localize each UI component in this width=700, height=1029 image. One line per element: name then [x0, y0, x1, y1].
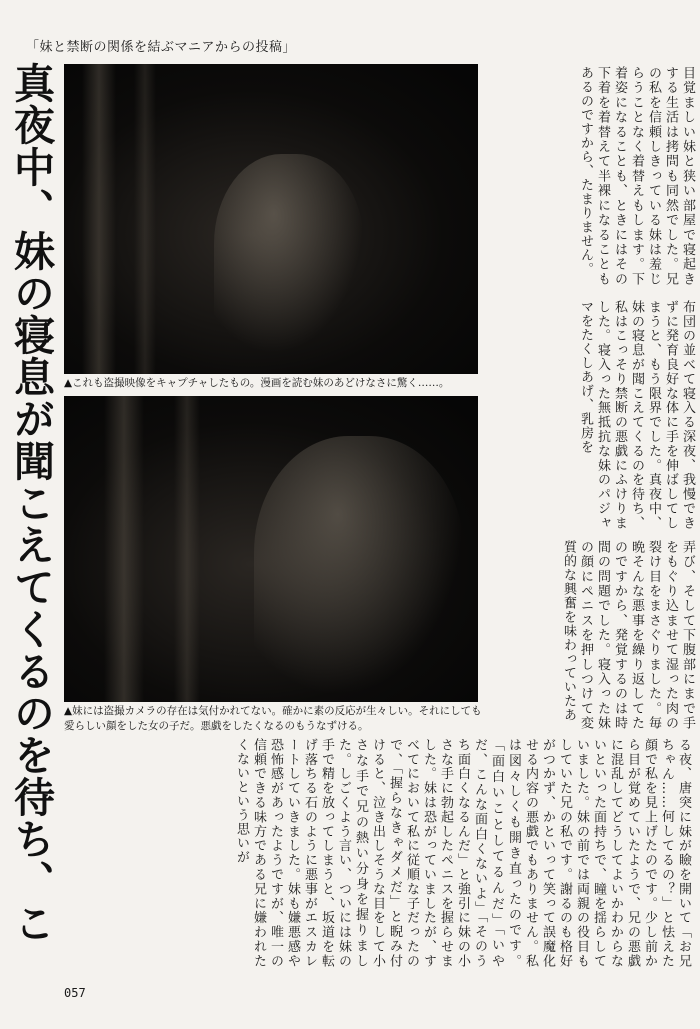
- photo-1: [64, 64, 478, 374]
- photo-2: [64, 396, 478, 702]
- curtain-highlight: [104, 396, 144, 702]
- body-column-4: る夜、唐突に妹が瞼を開いて「お兄ちゃん……何してるの？」と怯えた顔で私を見上げたのです。少し前から目が覚めていたようで、兄の悪戯に混乱してどうしてよいかわからないといった面持ちで、瞳を揺らしていました。妹の前では両親の役目もしていた兄の私です。謝るのも格好がつかず、かといって笑って誤魔化せる内容の悪戯でもありません。私は図々しくも開き直ったのです。「面白いことしてるんだ」「いやだ、こんな面白くないよ」「そのうち面白くなるんだ」と強引に妹の小さな手に勃起したペニスを握らせました。妹は恐がっていましたが、すべてにおいて私に従順な子だったので、「握らなきゃダメだ」と睨み付けると、泣き出しそうな目をして小さな手で兄の熱い分身を握りました。しごくよう言い、ついには妹の手で精を放ってしまうと、坂道を転げ落ちる石のように悪事がエスカレートしていきました。妹も嫌悪感や恐怖感があったようですが、唯一の信頼できる味方である兄に嫌われたくないという思いが: [234, 738, 691, 968]
- curtain-highlight: [134, 64, 156, 374]
- figure-silhouette: [254, 436, 464, 696]
- headline: 真夜中、妹の寝息が聞こえてくるのを待ち、こ: [7, 62, 55, 944]
- figure-silhouette: [214, 154, 364, 354]
- caption-photo-2: ▲妹には盗撮カメラの存在は気付かれてない。確かに素の反応が生々しい。それにしても愛らしい顔をした女の子だ。悪戯をしたくなるのもうなずける。: [64, 705, 482, 732]
- body-column-2: 布団の並べて寝入る深夜、我慢できずに発育良好な体に手を伸ばしてしまうと、もう限界でした。真夜中、妹の寝息が聞こえてくるのを待ち、私はこっそり禁断の悪戯にふけりました。寝入った無抵抗な妹のパジャマをたくしあげ、乳房を: [578, 300, 695, 530]
- page-number: 057: [64, 986, 86, 1000]
- page-header: 「妹と禁断の関係を結ぶマニアからの投稿」: [26, 40, 297, 55]
- body-column-1: 目覚ましい妹と狭い部屋で寝起きする生活は拷問も同然でした。兄の私を信頼しきっている妹は羞じらうことなく着替えもします。下着姿になることも、ときにはその下着を着替えて半裸になることもあるのですから、たまりません。: [578, 66, 695, 286]
- caption-photo-1: ▲これも盗撮映像をキャプチャしたもの。漫画を読む妹のあどけなさに驚く……。: [64, 377, 450, 389]
- curtain-highlight: [82, 64, 116, 374]
- body-column-3: 弄び、そして下腹部にまで手をもぐり込ませて湿った肉の裂け目をまさぐりました。毎晩そんな悪事を繰り返してたのですから、発覚するのは時間の問題でした。寝入った妹の顔にペニスを押しつけて変質的な興奮を味わっていたあ: [561, 540, 695, 730]
- curtain-highlight: [174, 396, 200, 702]
